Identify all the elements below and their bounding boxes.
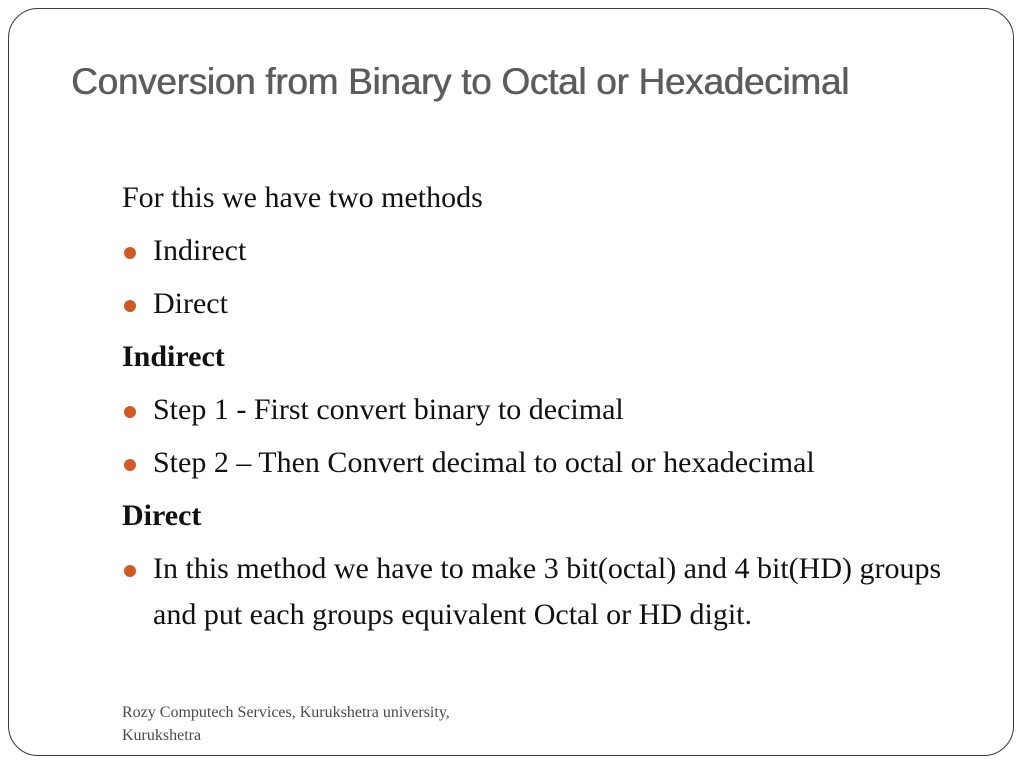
- indirect-step-2: [122, 440, 962, 493]
- method-label: Indirect: [153, 234, 247, 267]
- slide-title: Conversion from Binary to Octal or Hexadecimal: [71, 61, 849, 102]
- footer-line-1: Rozy Computech Services, Kurukshetra university,: [122, 704, 450, 721]
- step-text: Step 1 - First convert binary to decimal: [153, 393, 624, 426]
- indirect-heading: Indirect: [122, 340, 225, 373]
- direct-description-item: [122, 546, 943, 638]
- intro-text: For this we have two methods: [122, 181, 483, 214]
- direct-description: In this method we have to make 3 bit(octal) and 4 bit(HD) groups and put each groups equivalent Octal or HD digit.: [153, 552, 942, 631]
- method-label: Direct: [153, 287, 228, 320]
- bullet-icon: [124, 565, 136, 577]
- footer-line-2: Kurukshetra: [122, 727, 202, 744]
- slide-frame: [8, 8, 1014, 756]
- method-item-indirect: [122, 228, 962, 281]
- bullet-icon: [124, 247, 136, 259]
- bullet-icon: [124, 300, 136, 312]
- direct-heading: Direct: [122, 499, 202, 532]
- bullet-icon: [124, 459, 136, 471]
- method-item-direct: [122, 281, 962, 334]
- slide-content: [122, 175, 962, 638]
- slide-footer: [122, 701, 522, 747]
- step-text: Step 2 – Then Convert decimal to octal or hexadecimal: [153, 446, 815, 479]
- bullet-icon: [124, 406, 136, 418]
- indirect-step-1: [122, 387, 962, 440]
